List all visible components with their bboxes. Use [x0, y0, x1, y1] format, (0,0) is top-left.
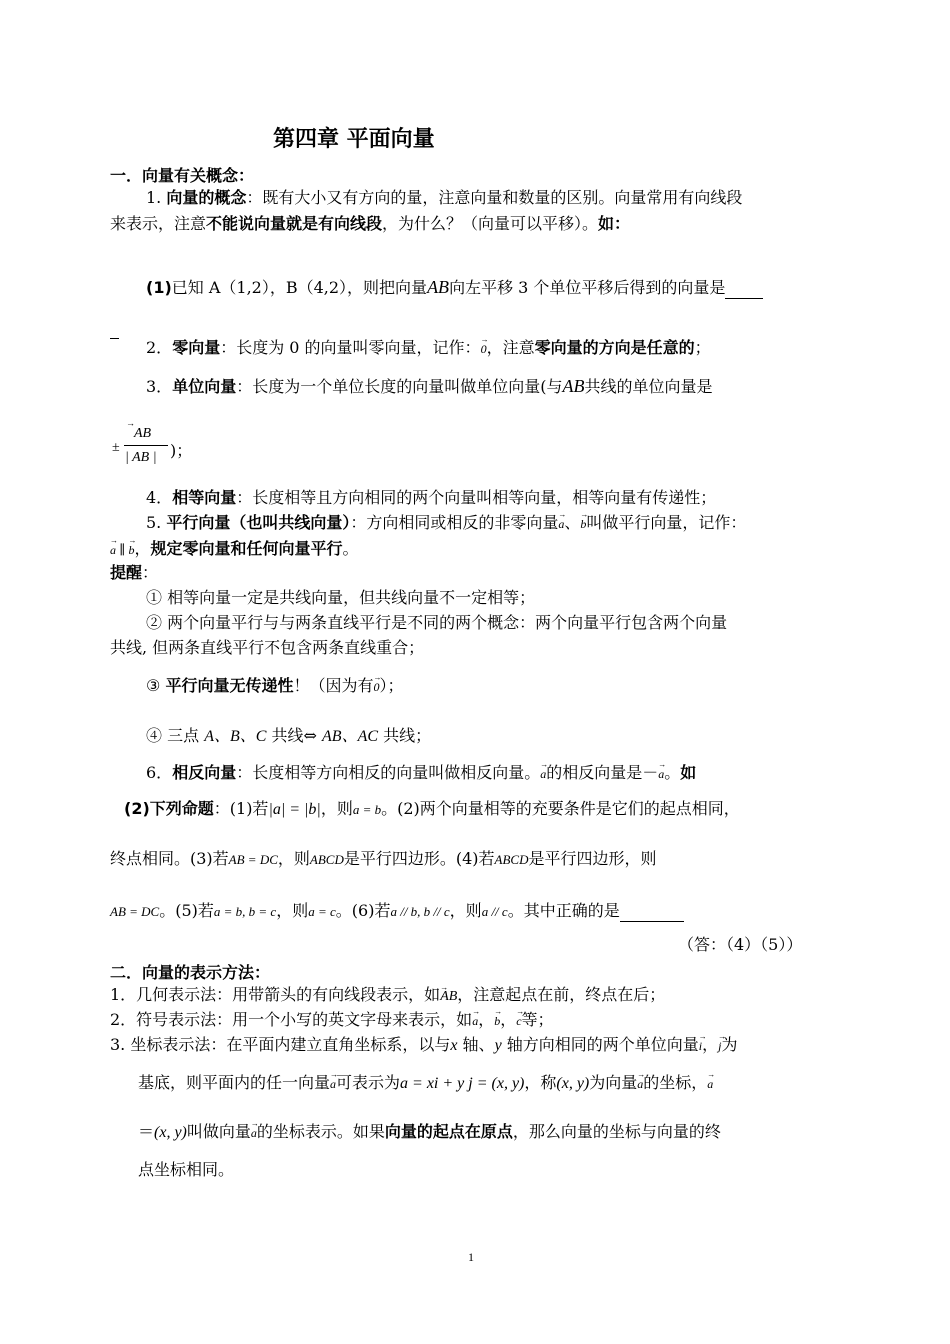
- fraction-bar: [124, 445, 168, 446]
- para-equal-vector: 4．相等向量：长度相等且方向相同的两个向量叫相等向量，相等向量有传递性；: [146, 488, 717, 507]
- repr-symbolic: 2．符号表示法：用一个小写的英文字母来表示，如→ a，→ b，→ c等；: [110, 1010, 845, 1031]
- para-vector-concept: 1. 向量的概念：既有大小又有方向的量，注意向量和数量的区别。向量常用有向线段: [146, 188, 743, 207]
- repr-geometric: 1．几何表示法：用带箭头的有向线段表示，如→ AB，注意起点在前，终点在后；: [110, 985, 845, 1007]
- example-2: (2)下列命题：(1)若|a| = |b|，则a = b。(2)两个向量相等的充要条件是它们的起点相同，: [124, 799, 740, 818]
- para-parallel-vector: 5. 平行向量（也叫共线向量）：方向相同或相反的非零向量→ a、→ b叫做平行向量，记作：: [146, 513, 881, 534]
- answer-blank: [725, 278, 763, 299]
- example-2-line-3: AB = DC。(5)若a = b, b = c，则a = c。(6)若a // b, b // c，则a // c。其中正确的是: [110, 901, 845, 922]
- page-number: 1: [468, 1250, 474, 1264]
- chapter-title: 第四章 平面向量: [273, 127, 435, 152]
- example-2-answer: （答：（4）（5））: [678, 935, 803, 954]
- para-parallel-vector-cont: → a ∥ → b，规定零向量和任何向量平行。: [110, 539, 845, 560]
- example-1-blank-cont: [110, 318, 845, 339]
- section-1-heading: 一．向量有关概念：: [110, 166, 255, 185]
- para-zero-vector: 2．零向量：长度为 0 的向量叫零向量，记作：→ 0，注意零向量的方向是任意的；: [146, 338, 881, 359]
- reminder-1: ① 相等向量一定是共线向量，但共线向量不一定相等；: [146, 588, 536, 607]
- reminder-3: ③ 平行向量无传递性！（因为有→ 0）；: [146, 676, 881, 697]
- para-opposite-vector: 6．相反向量：长度相等方向相反的向量叫做相反向量。→ a的相反向量是－→ a。如: [146, 763, 881, 784]
- para-vector-concept-cont: 来表示，注意不能说向量就是有向线段，为什么？（向量可以平移）。如：: [110, 214, 631, 233]
- reminder-4: ④ 三点 A、B、C 共线⇔ AB、AC 共线；: [146, 726, 432, 745]
- repr-coordinate-line-2: 基底，则平面内的任一向量→ a可表示为a = xi + y j = (x, y)，称(x, y)为向量→ a的坐标，→ a: [138, 1073, 873, 1094]
- repr-coordinate-line-4: 点坐标相同。: [138, 1160, 235, 1179]
- para-unit-vector: 3．单位向量：长度为一个单位长度的向量叫做单位向量(与AB共线的单位向量是: [146, 376, 713, 396]
- repr-coordinate: 3. 坐标表示法：在平面内建立直角坐标系，以与x 轴、y 轴方向相同的两个单位向量→ i，→ j为: [110, 1035, 845, 1056]
- reminder-2-cont: 共线, 但两条直线平行不包含两条直线重合；: [110, 638, 425, 657]
- answer-blank: [620, 901, 684, 922]
- reminder-heading: 提醒：: [110, 563, 159, 582]
- example-2-line-2: 终点相同。(3)若AB = DC，则ABCD是平行四边形。(4)若ABCD是平行四边形，则: [110, 849, 657, 868]
- section-2-heading: 二．向量的表示方法：: [110, 963, 271, 982]
- example-1: (1)已知 A（1,2），B（4,2），则把向量AB向左平移 3 个单位平移后得到的向量是: [146, 277, 881, 299]
- repr-coordinate-line-3: ＝(x, y)叫做向量→ a的坐标表示。如果向量的起点在原点，那么向量的坐标与向量的终: [138, 1122, 873, 1143]
- reminder-2: ② 两个向量平行与与两条直线平行是不同的两个概念：两个向量平行包含两个向量: [146, 613, 728, 632]
